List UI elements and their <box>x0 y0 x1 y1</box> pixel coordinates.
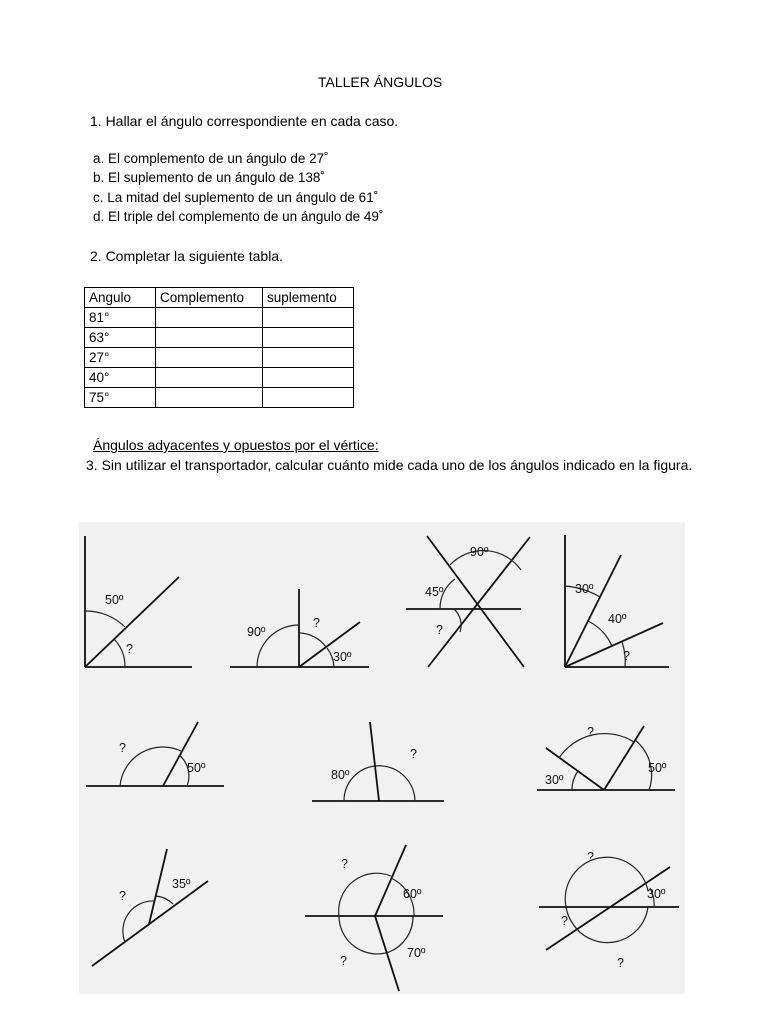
section-heading: Ángulos adyacentes y opuestos por el vértice: <box>93 437 379 453</box>
figure-4-label-2: 40º <box>608 612 627 626</box>
table-row <box>85 368 354 388</box>
figure-2-label-3: 30º <box>333 650 352 664</box>
figure-6-label-1: 80º <box>331 768 350 782</box>
question-1-item-b: b. El suplemento de un ángulo de 138˚ <box>93 170 325 185</box>
table-cell-complement[interactable] <box>156 368 263 388</box>
figure-2 <box>230 589 369 667</box>
table-cell-angle: 81° <box>85 308 156 328</box>
figure-2-label-2: ? <box>313 616 320 630</box>
figure-3-label-1: 90º <box>470 545 489 559</box>
table-cell-supplement[interactable] <box>263 348 354 368</box>
question-1-prompt: 1. Hallar el ángulo correspondiente en cada caso. <box>90 113 399 129</box>
figure-9-label-3: ? <box>340 954 347 968</box>
figure-8-label-1: ? <box>119 889 126 903</box>
table-cell-supplement[interactable] <box>263 388 354 408</box>
table-cell-angle: 75° <box>85 388 156 408</box>
figure-9-label-1: ? <box>341 857 348 871</box>
figure-3-label-2: 45º <box>425 585 444 599</box>
figure-10-label-3: ? <box>561 914 568 928</box>
figure-1-label-2: ? <box>126 642 133 656</box>
figure-4 <box>565 535 669 667</box>
table-row <box>85 308 354 328</box>
figure-9 <box>305 845 443 991</box>
question-3-prompt: 3. Sin utilizar el transportador, calcular cuánto mide cada uno de los ángulos indicado en la figura. <box>86 457 693 473</box>
figure-8 <box>92 849 208 966</box>
table-cell-complement[interactable] <box>156 308 263 328</box>
angle-table <box>84 287 354 408</box>
figure-8-label-2: 35º <box>172 877 191 891</box>
table-row <box>85 328 354 348</box>
figure-5 <box>86 722 224 786</box>
figure-3-label-3: ? <box>436 623 443 637</box>
figure-9-label-4: 70º <box>407 946 426 960</box>
figure-10-label-1: ? <box>587 850 594 864</box>
figure-1 <box>85 536 192 667</box>
table-row <box>85 388 354 408</box>
figure-6-label-2: ? <box>410 747 417 761</box>
figure-10-label-2: 30º <box>647 887 666 901</box>
table-cell-complement[interactable] <box>156 328 263 348</box>
table-cell-supplement[interactable] <box>263 328 354 348</box>
figure-7-label-2: 30º <box>545 773 564 787</box>
figure-7-label-1: ? <box>587 725 594 739</box>
table-cell-supplement[interactable] <box>263 368 354 388</box>
table-cell-angle: 40° <box>85 368 156 388</box>
page-title: TALLER ÁNGULOS <box>318 74 443 90</box>
table-cell-supplement[interactable] <box>263 308 354 328</box>
table-header-complement: Complemento <box>156 288 263 308</box>
figure-2-label-1: 90º <box>247 625 266 639</box>
figure-10-label-4: ? <box>617 956 624 970</box>
figure-3 <box>406 536 530 667</box>
angle-figures-panel <box>79 522 685 994</box>
question-1-item-c: c. La mitad del suplemento de un ángulo de 61˚ <box>93 190 379 205</box>
figure-7 <box>537 725 675 790</box>
angle-figures <box>79 522 685 994</box>
table-cell-complement[interactable] <box>156 388 263 408</box>
table-header-angle: Angulo <box>85 288 156 308</box>
table-cell-complement[interactable] <box>156 348 263 368</box>
question-2-prompt: 2. Completar la siguiente tabla. <box>90 248 283 264</box>
figure-5-label-2: 50º <box>187 761 206 775</box>
table-row <box>85 348 354 368</box>
figure-7-label-3: 50º <box>648 761 667 775</box>
table-header-supplement: suplemento <box>263 288 354 308</box>
question-1-item-d: d. El triple del complemento de un ángulo de 49˚ <box>93 209 384 224</box>
table-cell-angle: 63° <box>85 328 156 348</box>
table-cell-angle: 27° <box>85 348 156 368</box>
figure-9-label-2: 60º <box>403 887 422 901</box>
question-1-item-a: a. El complemento de un ángulo de 27˚ <box>93 151 329 166</box>
figure-10 <box>539 850 679 970</box>
table-header-row <box>85 288 354 308</box>
figure-1-label-1: 50º <box>105 593 124 607</box>
figure-4-label-1: 30º <box>575 582 594 596</box>
figure-6 <box>312 722 444 801</box>
figure-5-label-1: ? <box>119 741 126 755</box>
figure-4-label-3: ? <box>623 649 630 663</box>
